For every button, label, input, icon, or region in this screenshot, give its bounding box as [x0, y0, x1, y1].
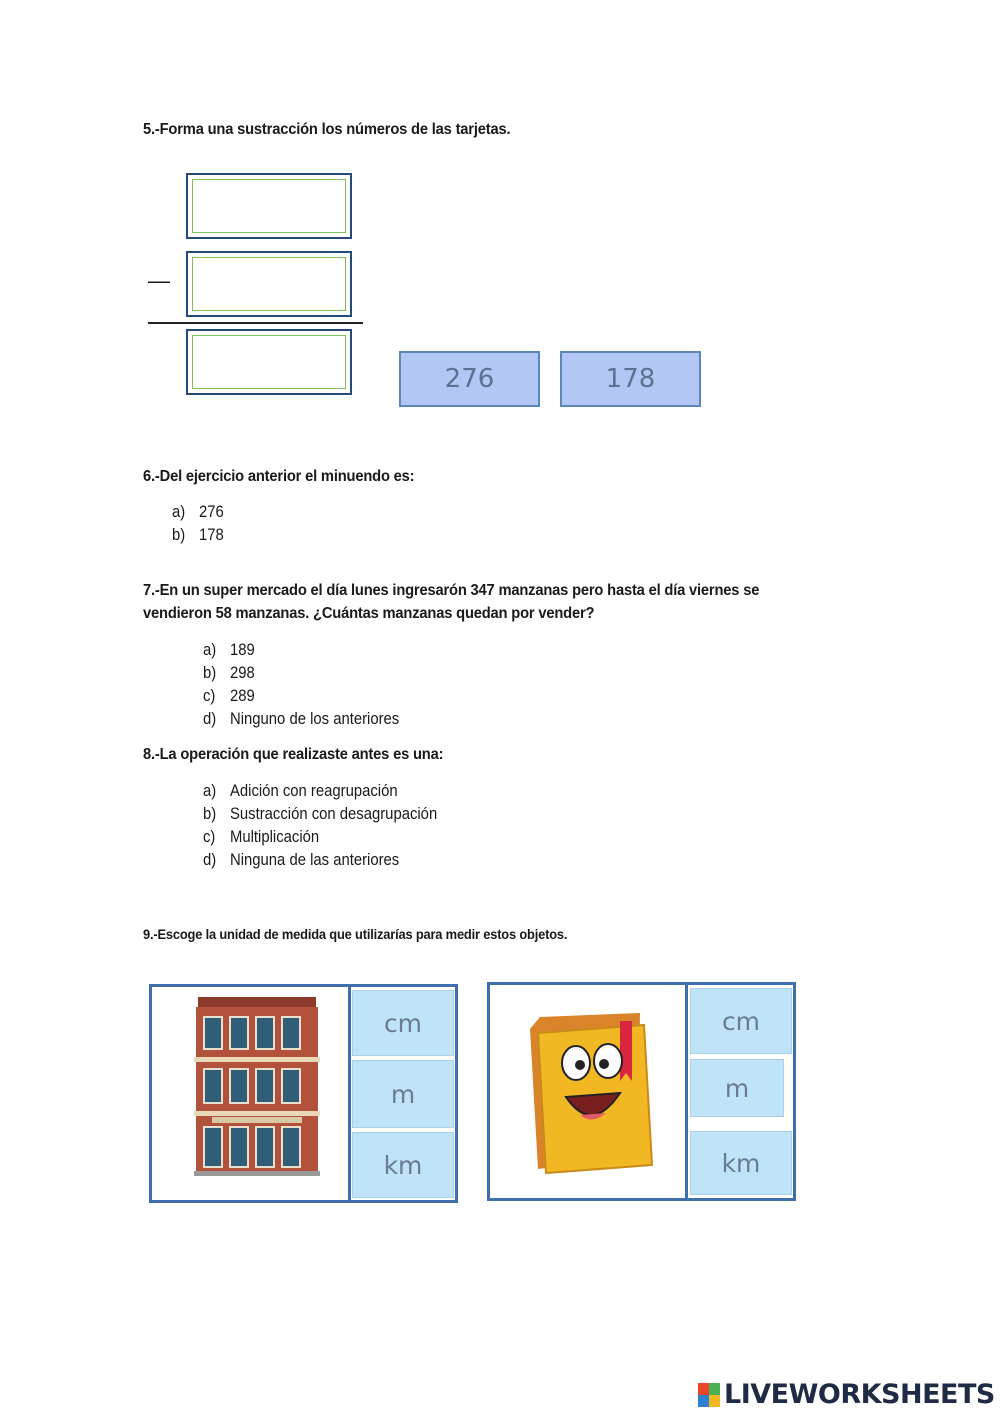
q8-option-c[interactable]: c) Multiplicación — [203, 828, 320, 846]
measure-panel-book — [487, 982, 796, 1201]
book-icon — [520, 1007, 665, 1177]
panel-divider — [685, 985, 688, 1198]
q6-option-a[interactable]: a) 276 — [172, 503, 224, 521]
answer-box-minuend[interactable] — [186, 173, 352, 239]
q7-option-d[interactable]: d) Ninguno de los anteriores — [203, 710, 400, 728]
unit-option-m[interactable]: m — [352, 1060, 454, 1128]
q6-option-b[interactable]: b) 178 — [172, 526, 224, 544]
q8-option-b[interactable]: b) Sustracción con desagrupación — [203, 805, 438, 823]
q7-option-b[interactable]: b) 298 — [203, 664, 255, 682]
q8-option-a[interactable]: a) Adición con reagrupación — [203, 782, 398, 800]
answer-box-subtrahend[interactable] — [186, 251, 352, 317]
answer-box-difference[interactable] — [186, 329, 352, 395]
q8-option-d[interactable]: d) Ninguna de las anteriores — [203, 851, 400, 869]
unit-option-cm[interactable]: cm — [352, 990, 454, 1056]
q7-option-c[interactable]: c) 289 — [203, 687, 255, 705]
unit-option-cm[interactable]: cm — [690, 988, 792, 1054]
minus-sign: — — [148, 268, 170, 293]
liveworksheets-logo — [698, 1379, 995, 1410]
question-9-text: 9.-Escoge la unidad de medida que utilizarías para medir estos objetos. — [143, 926, 568, 942]
q7-option-a[interactable]: a) 189 — [203, 641, 255, 659]
logo-badge-icon — [698, 1383, 720, 1407]
logo-text: LIVEWORKSHEETS — [724, 1379, 995, 1410]
unit-option-km[interactable]: km — [352, 1132, 454, 1198]
unit-option-km[interactable]: km — [690, 1131, 792, 1195]
building-icon — [192, 995, 322, 1177]
panel-divider — [348, 987, 351, 1200]
unit-option-m[interactable]: m — [690, 1059, 784, 1117]
measure-panel-building — [149, 984, 458, 1203]
subtraction-line — [148, 322, 363, 324]
question-6-text: 6.-Del ejercicio anterior el minuendo es: — [143, 468, 415, 485]
question-7-line-2: vendieron 58 manzanas. ¿Cuántas manzanas quedan por vender? — [143, 605, 595, 622]
question-5-text: 5.-Forma una sustracción los números de las tarjetas. — [143, 121, 511, 138]
question-8-text: 8.-La operación que realizaste antes es una: — [143, 746, 444, 763]
number-card-178[interactable]: 178 — [560, 351, 701, 407]
question-7-line-1: 7.-En un super mercado el día lunes ingresarón 347 manzanas pero hasta el día viernes se — [143, 582, 760, 599]
number-card-276[interactable]: 276 — [399, 351, 540, 407]
